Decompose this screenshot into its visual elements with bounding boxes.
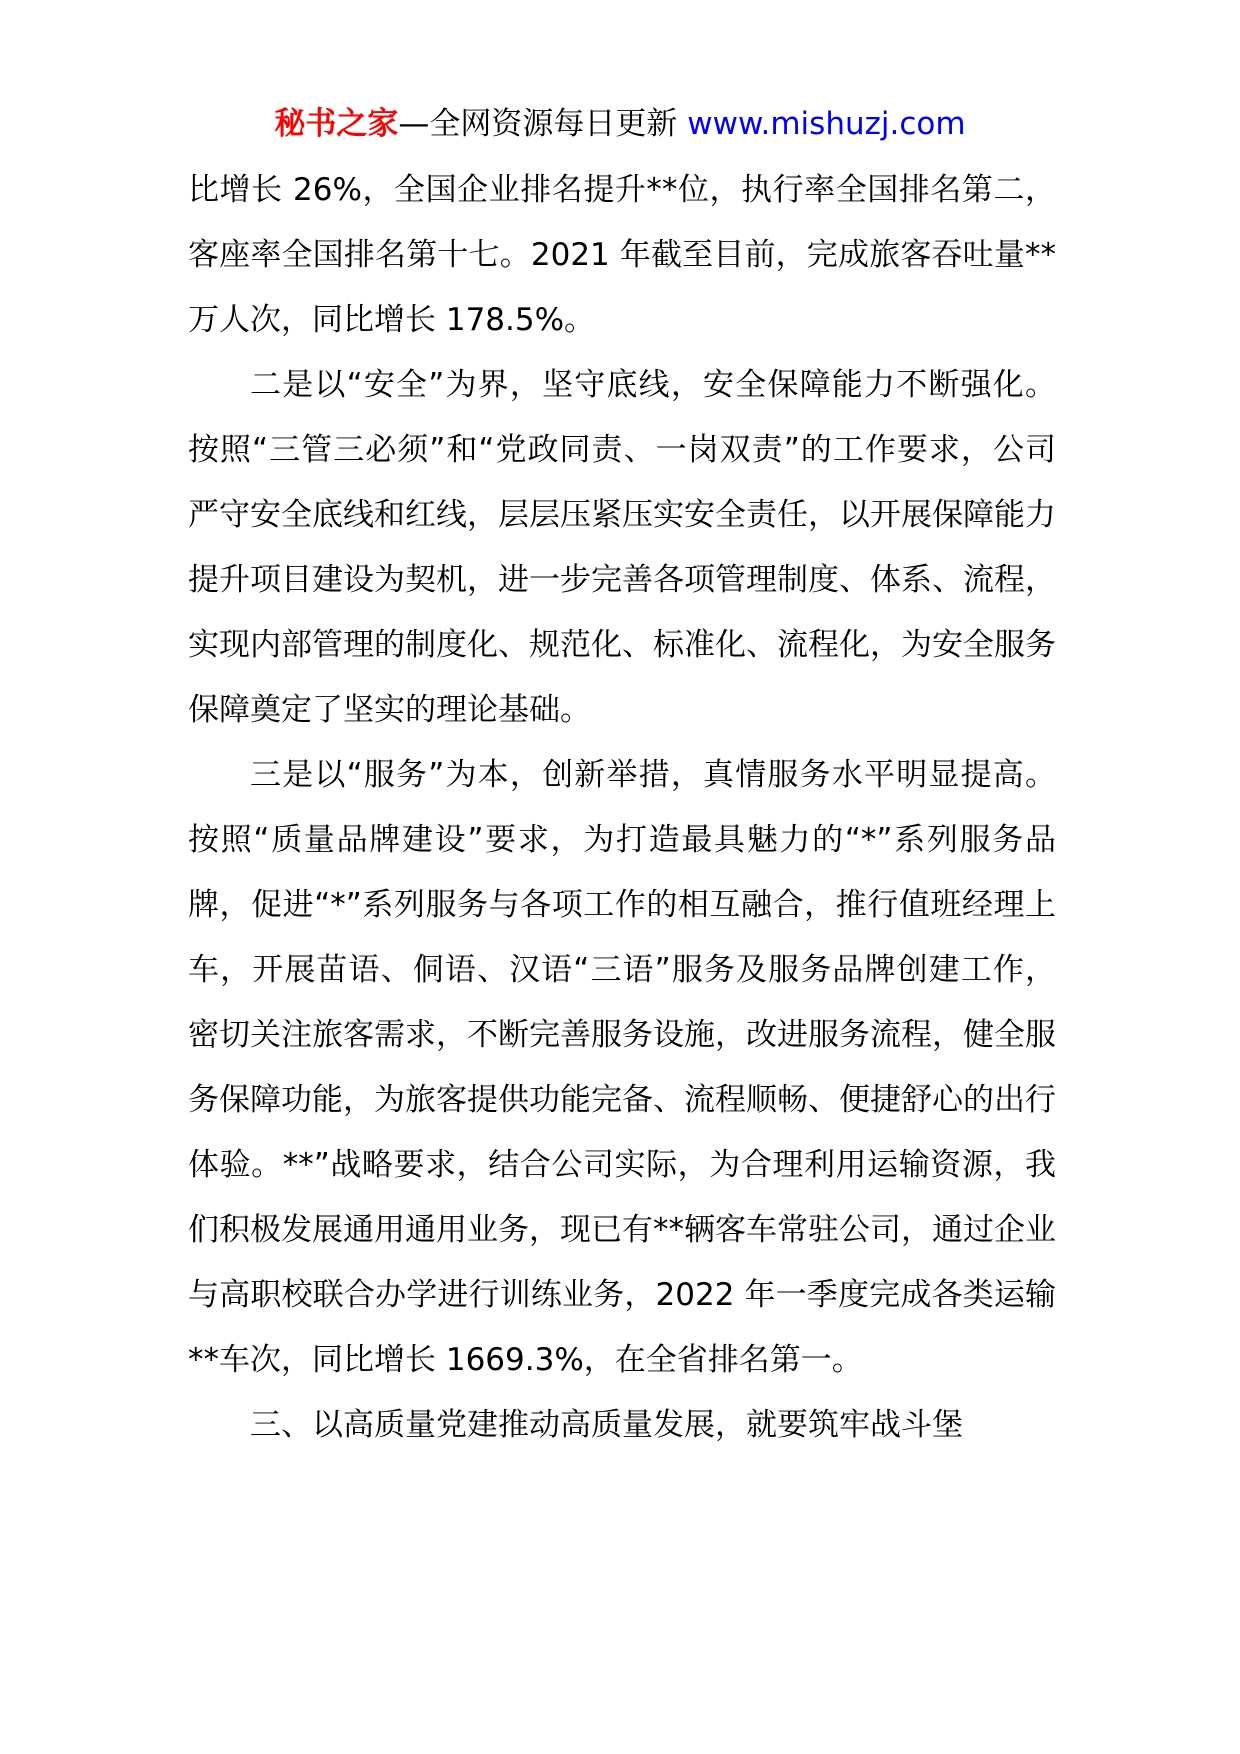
paragraph-safety: 二是以“安全”为界，坚守底线，安全保障能力不断强化。按照“三管三必须”和“党政同责、一岗双责”的工作要求，公司严守安全底线和红线，层层压紧压实安全责任，以开展保障能力提升项目建设为契机，进一步完善各项管理制度、体系、流程，实现内部管理的制度化、规范化、标准化、流程化，为安全服务保障奠定了坚实的理论基础。 (188, 367, 1056, 728)
document-body (188, 158, 1056, 1458)
site-header (0, 100, 1240, 148)
header-tagline: —全网资源每日更新 (398, 106, 688, 142)
brand-name: 秘书之家 (274, 106, 399, 142)
paragraph-section-three-heading: 三、以高质量党建推动高质量发展，就要筑牢战斗堡 (250, 1407, 963, 1443)
paragraph-service: 三是以“服务”为本，创新举措，真情服务水平明显提高。按照“质量品牌建设”要求，为打造最具魅力的“*”系列服务品牌，促进“*”系列服务与各项工作的相互融合，推行值班经理上车，开展苗语、侗语、汉语“三语”服务及服务品牌创建工作，密切关注旅客需求，不断完善服务设施，改进服务流程，健全服务保障功能，为旅客提供功能完备、流程顺畅、便捷舒心的出行体验。**”战略要求，结合公司实际，为合理利用运输资源，我们积极发展通用通用业务，现已有**辆客车常驻公司，通过企业与高职校联合办学进行训练业务，2022 年一季度完成各类运输**车次，同比增长 1669.3%，在全省排名第一。 (188, 757, 1056, 1378)
paragraph-continued: 比增长 26%，全国企业排名提升**位，执行率全国排名第二，客座率全国排名第十七。2021 年截至目前，完成旅客吞吐量**万人次，同比增长 178.5%。 (188, 172, 1056, 338)
site-url-link[interactable]: www.mishuzj.com (687, 106, 966, 142)
